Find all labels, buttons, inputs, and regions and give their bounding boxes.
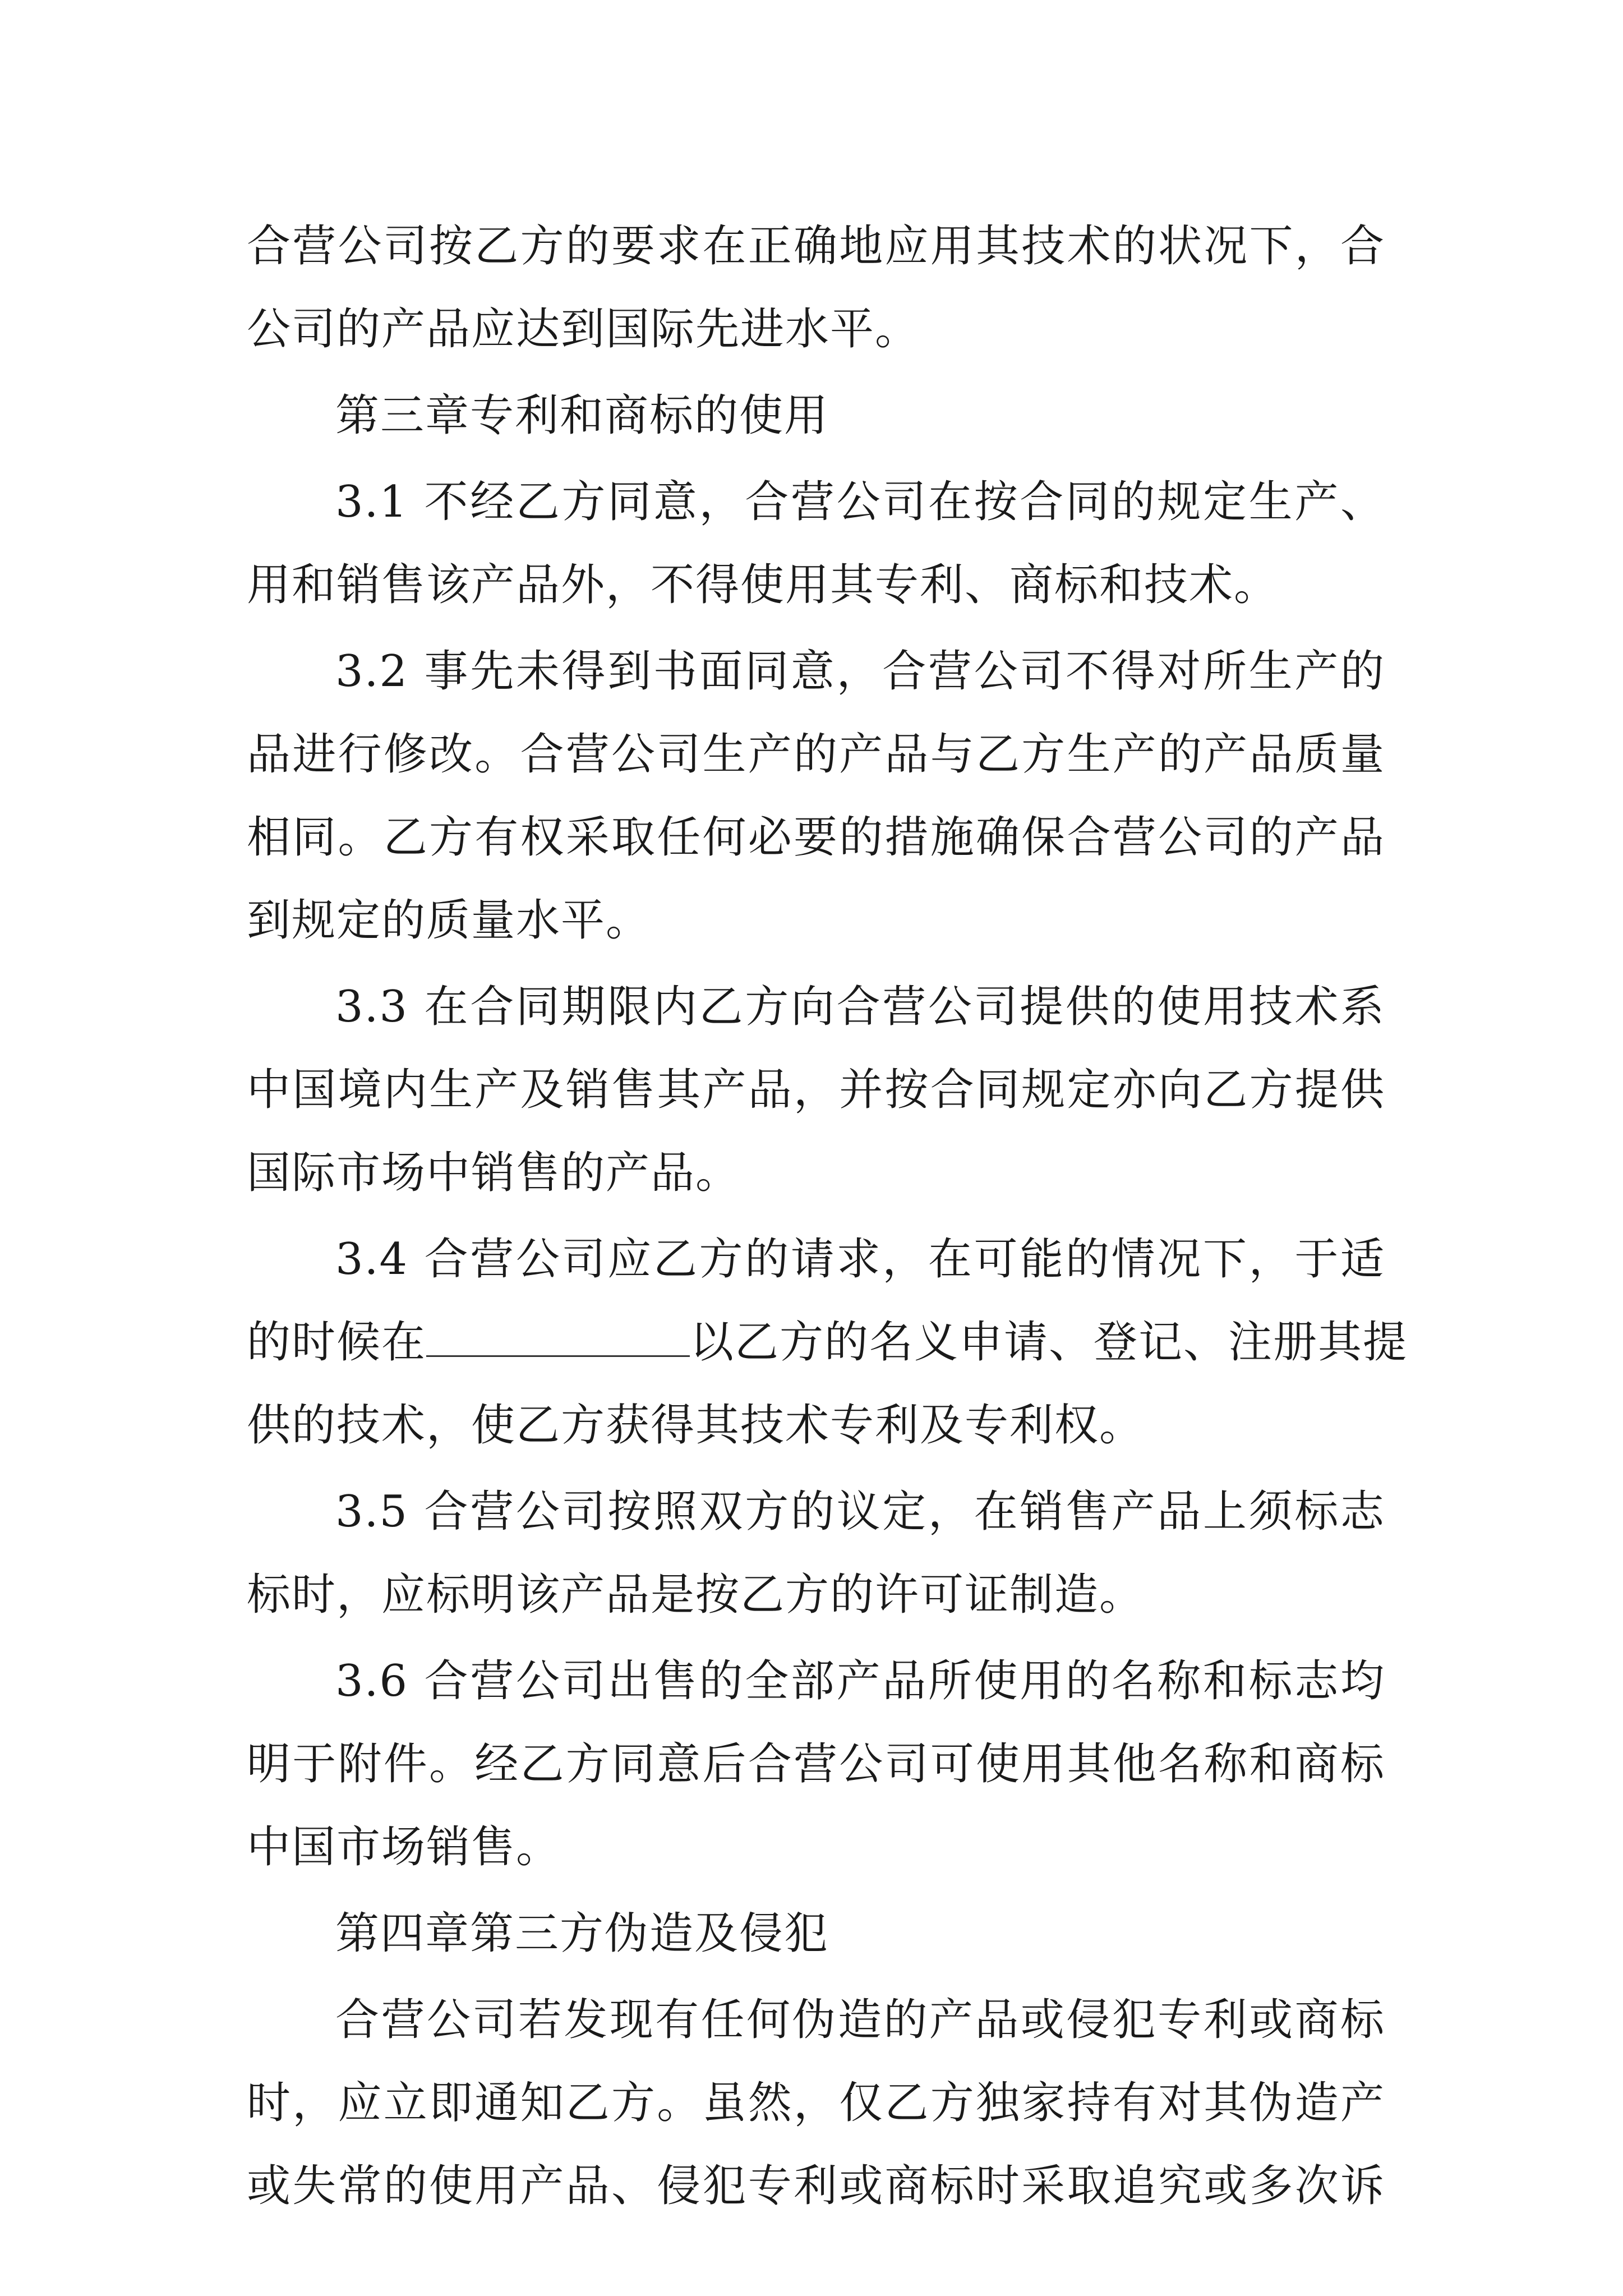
chapter-heading-4: 第四章第三方伪造及侵犯 (335, 1908, 829, 1959)
chapter-heading-3: 第三章专利和商标的使用 (335, 390, 829, 441)
text-line (247, 1301, 1408, 1384)
fill-in-blank (426, 1316, 690, 1357)
text-line: 3.3 在合同期限内乙方向合营公司提供的使用技术系 (335, 982, 1385, 1032)
document-body (247, 205, 1408, 2228)
text-line: 合营公司若发现有任何伪造的产品或侵犯专利或商标 (335, 1995, 1385, 2045)
text-line: 或失常的使用产品、侵犯专利或商标时采取追究或多次诉 (247, 2161, 1385, 2211)
text-line: 时，应立即通知乙方。虽然，仅乙方独家持有对其伪造产 (247, 2078, 1385, 2128)
text-line: 品进行修改。合营公司生产的产品与乙方生产的产品质量 (247, 729, 1385, 780)
text-line: 中国市场销售。 (247, 1822, 561, 1872)
text-line: 中国境内生产及销售其产品，并按合同规定亦向乙方提供 (247, 1065, 1385, 1115)
text-line: 合营公司按乙方的要求在正确地应用其技术的状况下，合 (247, 221, 1385, 272)
clause-3-3 (247, 965, 1385, 1214)
text-line: 相同。乙方有权采取任何必要的措施确保合营公司的产品 (247, 812, 1385, 863)
text-fragment: 以乙方的名义申请、登记、注册其提 (690, 1317, 1408, 1368)
paragraph-chapter-4 (247, 1978, 1385, 2228)
text-line: 3.4 合营公司应乙方的请求，在可能的情况下，于适 (335, 1234, 1385, 1285)
text-line: 供的技术，使乙方获得其技术专利及专利权。 (247, 1400, 1145, 1451)
text-line: 标时，应标明该产品是按乙方的许可证制造。 (247, 1570, 1145, 1620)
text-fragment: 的时候在 (247, 1317, 427, 1368)
text-line: 3.5 合营公司按照双方的议定，在销售产品上须标志 (335, 1487, 1385, 1537)
text-line: 用和销售该产品外，不得使用其专利、商标和技术。 (247, 560, 1279, 610)
text-line: 3.2 事先未得到书面同意，合营公司不得对所生产的 (335, 646, 1385, 697)
clause-3-5 (247, 1470, 1385, 1636)
text-line: 明于附件。经乙方同意后合营公司可使用其他名称和商标 (247, 1739, 1385, 1789)
clause-3-2 (247, 630, 1385, 962)
text-line: 到规定的质量水平。 (247, 895, 651, 946)
clause-3-6 (247, 1640, 1385, 1889)
clause-3-4 (247, 1218, 1408, 1467)
text-line: 国际市场中销售的产品。 (247, 1148, 741, 1198)
clause-3-1 (247, 461, 1385, 627)
text-line: 公司的产品应达到国际先进水平。 (247, 304, 920, 355)
text-line: 3.6 合营公司出售的全部产品所使用的名称和标志均 (335, 1656, 1385, 1706)
paragraph-intro (247, 205, 1385, 371)
text-line: 3.1 不经乙方同意，合营公司在按合同的规定生产、 (335, 477, 1385, 527)
